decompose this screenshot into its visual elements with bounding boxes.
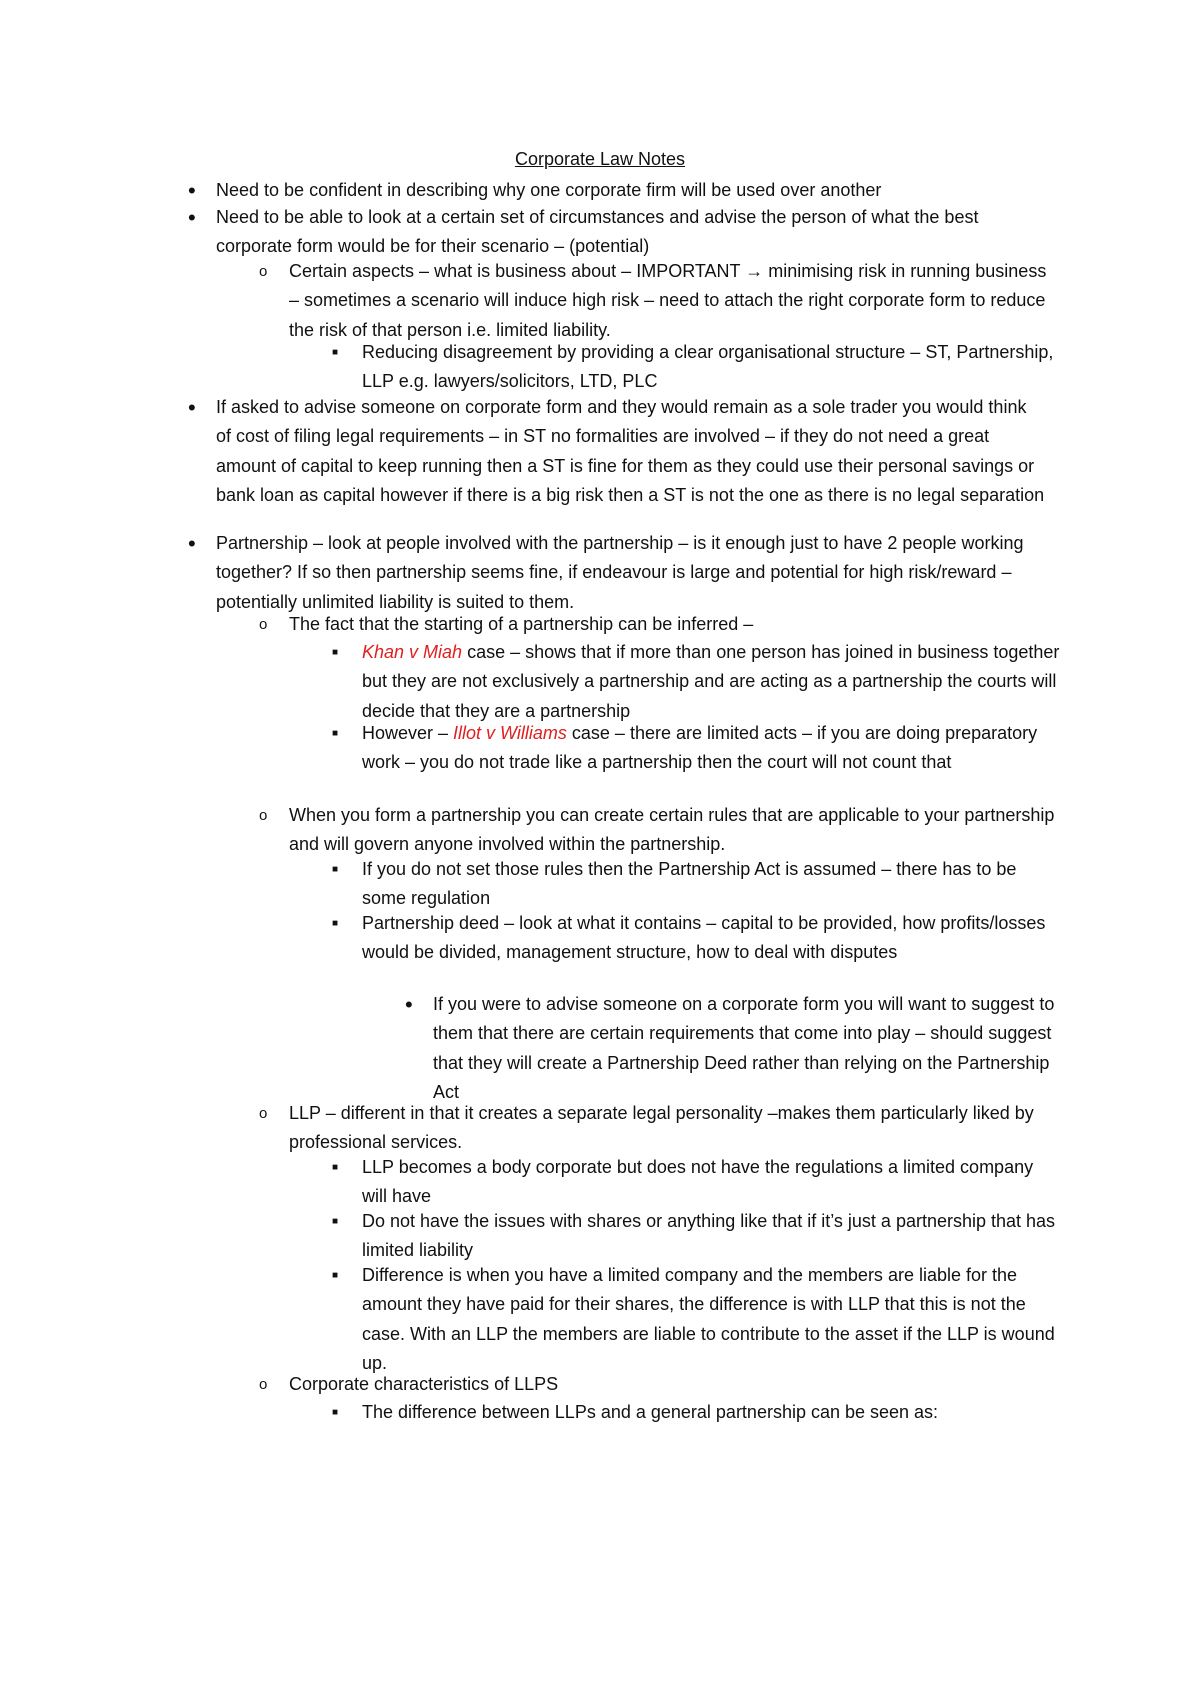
list-item: [259, 257, 1059, 345]
bullet-icon: •: [188, 531, 196, 556]
bullet-icon: •: [188, 178, 196, 203]
circle-bullet-icon: o: [259, 1105, 268, 1122]
bullet-icon: •: [188, 395, 196, 420]
list-item: [188, 203, 1046, 262]
list-item: [332, 338, 1062, 397]
square-bullet-icon: ■: [332, 1270, 339, 1281]
square-bullet-icon: ■: [332, 864, 339, 875]
list-item: [332, 1398, 1062, 1427]
list-item-text: Reducing disagreement by providing a clear organisational structure – ST, Partnership, LLP e.g. lawyers/solicitors, LTD, PLC: [362, 342, 1054, 392]
list-item: [332, 1153, 1062, 1212]
list-item-text: However – Illot v Williams case – there are limited acts – if you are doing preparatory work – you do not trade like a partnership then the court will not count that: [362, 723, 1038, 773]
square-bullet-icon: ■: [332, 1407, 339, 1418]
list-item-text: Do not have the issues with shares or anything like that if it’s just a partnership that has limited liability: [362, 1211, 1056, 1261]
circle-bullet-icon: o: [259, 263, 268, 280]
list-item-text: Corporate characteristics of LLPS: [289, 1374, 559, 1394]
list-item-text: When you form a partnership you can create certain rules that are applicable to your partnership and will govern anyone involved within the partnership.: [289, 805, 1055, 855]
list-item: [332, 909, 1062, 968]
list-item: [332, 855, 1062, 914]
circle-bullet-icon: o: [259, 807, 268, 824]
case-citation: Illot v Williams: [453, 723, 567, 743]
circle-bullet-icon: o: [259, 616, 268, 633]
bullet-icon: •: [405, 992, 413, 1017]
list-item-text: Partnership – look at people involved with the partnership – is it enough just to have 2 people working together? If so then partnership seems fine, if endeavour is large and potential for high risk/reward – potentially unlimited liability is suited to them.: [216, 533, 1024, 612]
square-bullet-icon: ■: [332, 728, 339, 739]
list-item-text: LLP becomes a body corporate but does not have the regulations a limited company will have: [362, 1157, 1034, 1207]
list-item-text: Need to be able to look at a certain set of circumstances and advise the person of what the best corporate form would be for their scenario – (potential): [216, 207, 979, 257]
list-item: [259, 610, 1059, 639]
list-item: [188, 529, 1046, 617]
page-title: Corporate Law Notes: [514, 149, 686, 169]
list-item-text: Need to be confident in describing why one corporate firm will be used over another: [216, 180, 882, 200]
list-item: [188, 393, 1046, 510]
list-item-text: If you were to advise someone on a corporate form you will want to suggest to them that there are certain requirements that come into play – should suggest that they will create a Partnership Deed rather than relying on the Partnership Act: [433, 994, 1055, 1102]
list-item: [332, 719, 1062, 778]
list-item-text: If asked to advise someone on corporate form and they would remain as a sole trader you would think of cost of filing legal requirements – in ST no formalities are involved – if they do not need a great amount of capital to keep running then a ST is fine for them as they could use their personal savings or bank loan as capital however if there is a big risk then a ST is not the one as there is no legal separation: [216, 397, 1045, 505]
list-item-text: Difference is when you have a limited company and the members are liable for the amount they have paid for their shares, the difference is with LLP that this is not the case. With an LLP the members are liable to contribute to the asset if the LLP is wound up.: [362, 1265, 1055, 1373]
square-bullet-icon: ■: [332, 647, 339, 658]
list-item-text: Partnership deed – look at what it contains – capital to be provided, how profits/losses would be divided, management structure, how to deal with disputes: [362, 913, 1046, 963]
list-item-text: The fact that the starting of a partnership can be inferred –: [289, 614, 754, 634]
bullet-icon: •: [188, 205, 196, 230]
square-bullet-icon: ■: [332, 1216, 339, 1227]
case-citation: Khan v Miah: [362, 642, 463, 662]
list-item: [259, 1370, 1059, 1399]
list-item-text: The difference between LLPs and a general partnership can be seen as:: [362, 1402, 939, 1422]
list-item-text: Khan v Miah case – shows that if more than one person has joined in business together but they are not exclusively a partnership and are acting as a partnership the courts will decide that they are a partnership: [362, 642, 1060, 721]
list-item: [259, 801, 1059, 860]
list-item-text: LLP – different in that it creates a separate legal personality –makes them particularly liked by professional services.: [289, 1103, 1034, 1153]
list-item: [332, 1261, 1062, 1378]
square-bullet-icon: ■: [332, 918, 339, 929]
circle-bullet-icon: o: [259, 1376, 268, 1393]
list-item: [332, 638, 1062, 726]
list-item: [332, 1207, 1062, 1266]
list-item-text: If you do not set those rules then the Partnership Act is assumed – there has to be some regulation: [362, 859, 1017, 909]
list-item: [259, 1099, 1059, 1158]
list-item-text: Certain aspects – what is business about – IMPORTANT → minimising risk in running business – sometimes a scenario will induce high risk – need to attach the right corporate form to reduce the risk of that person i.e. limited liability.: [289, 261, 1047, 340]
list-item: [405, 990, 1063, 1107]
square-bullet-icon: ■: [332, 347, 339, 358]
square-bullet-icon: ■: [332, 1162, 339, 1173]
list-item: [188, 176, 1046, 205]
